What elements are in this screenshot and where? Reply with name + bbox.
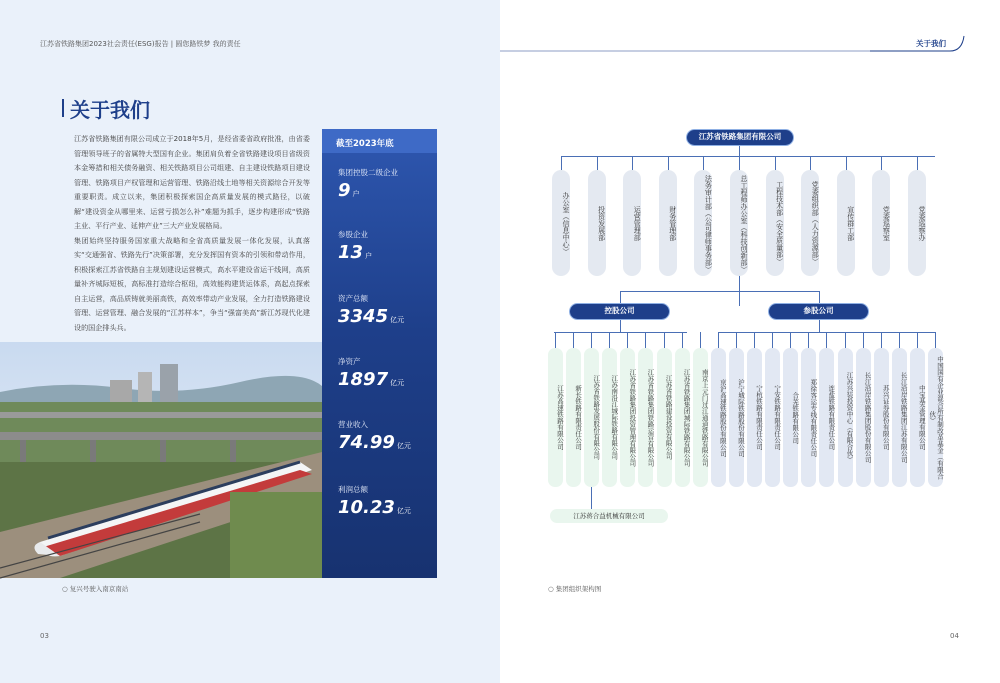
connector	[739, 156, 740, 170]
stat-value-assets	[338, 306, 404, 327]
connector	[591, 487, 592, 509]
connector	[808, 332, 809, 348]
equity-company-node[interactable]: 长江沿岸铁路集团股份有限公司	[856, 348, 871, 487]
stat-value-revenue	[338, 432, 411, 453]
stat-label-equity: 参股企业	[338, 230, 368, 239]
stat-label-profit: 利润总额	[338, 485, 368, 494]
intro-text	[74, 132, 310, 335]
holding-company-node[interactable]: 江苏省铁路集团城际铁路有限公司	[675, 348, 690, 487]
equity-company-node[interactable]: 中宝基金管理有限公司	[910, 348, 925, 487]
page-title: 关于我们	[70, 98, 150, 122]
equity-company-node[interactable]: 苏兴证券股份有限公司	[874, 348, 889, 487]
department-node[interactable]: 宣传群工部	[837, 170, 855, 276]
connector	[664, 332, 665, 348]
connector	[899, 332, 900, 348]
page-number-right: 04	[950, 632, 959, 640]
right-page	[500, 0, 1000, 683]
department-node[interactable]: 法务审计部（公司律师事务部）	[694, 170, 712, 276]
holding-company-node[interactable]: 江苏省铁路建设投资有限公司	[657, 348, 672, 487]
connector	[645, 332, 646, 348]
stat-number: 13	[338, 242, 364, 263]
equity-company-node[interactable]: 江苏兴装投资中心（有限合伙）	[838, 348, 853, 487]
department-node[interactable]: 党委组织部（人力资源部）	[801, 170, 819, 276]
stat-value-equity	[338, 242, 372, 263]
connector	[561, 156, 935, 157]
org-root-node[interactable]: 江苏省铁路集团有限公司	[686, 129, 794, 146]
child-company-node[interactable]: 江苏蒋合益机械有限公司	[550, 509, 668, 523]
equity-companies-node[interactable]: 参股公司	[768, 303, 869, 320]
connector	[668, 156, 669, 170]
department-node[interactable]: 党委巡察办	[908, 170, 926, 276]
stat-number: 1897	[338, 369, 389, 390]
connector	[718, 332, 719, 348]
connector	[620, 291, 621, 303]
intro-paragraph-2: 集团始终坚持服务国家重大战略和全省高质量发展一体化发展，认真落实“交通强省、铁路先行”决策部署，充分发挥国有资本的引领和带动作用，积极探索江苏省铁路自主规划建设运营模式，高水平建设省运干线网，高质量补齐城际短板，高标准打造综合枢纽，高效能构建货运体系，高起点探索自主运营，高品质铸就美丽高铁，高效率带动产业发展，全力打造铁路建设管理、运营管理、融合发展的“江苏样本”，争当“强富美高”新江苏现代化建设的国企排头兵。	[74, 235, 310, 332]
connector	[772, 332, 773, 348]
connector	[555, 332, 556, 348]
holding-companies-node[interactable]: 控股公司	[569, 303, 670, 320]
connector	[620, 291, 819, 292]
holding-company-node[interactable]: 江苏南沿江城际铁路有限公司	[602, 348, 617, 487]
stat-label-holding: 集团控股二级企业	[338, 168, 398, 177]
connector	[826, 332, 827, 348]
connector	[846, 156, 847, 170]
connector	[863, 332, 864, 348]
department-node[interactable]: 党委巡察室	[872, 170, 890, 276]
equity-company-node[interactable]: 郑徐客运专线有限责任公司	[801, 348, 816, 487]
department-node[interactable]: 运营管理部	[623, 170, 641, 276]
stat-number: 3345	[338, 306, 389, 327]
stats-heading: 截至2023年底	[322, 129, 437, 153]
holding-company-node[interactable]: 江苏高速铁路有限公司	[548, 348, 563, 487]
holding-company-node[interactable]: 江苏省铁路集团铁路运营有限公司	[638, 348, 653, 487]
equity-company-node[interactable]: 长江沿岸铁路集团江苏有限公司	[892, 348, 907, 487]
connector	[700, 332, 701, 348]
connector	[819, 291, 820, 303]
equity-company-node[interactable]: 连盐铁路有限责任公司	[819, 348, 834, 487]
connector	[573, 332, 574, 348]
connector	[935, 332, 936, 348]
connector	[754, 332, 755, 348]
org-caption: ○ 集团组织架构图	[548, 585, 602, 593]
holding-company-node[interactable]: 江苏省铁路发展股份有限公司	[584, 348, 599, 487]
stat-number: 9	[338, 180, 351, 201]
stat-number: 10.23	[338, 497, 395, 518]
intro-paragraph-1: 江苏省铁路集团有限公司成立于2018年5月，是经省委省政府批准，由省委管理领导班子的省属特大型国有企业。集团肩负着全省铁路建设项目省级资本金筹措和相关债务融资、相关铁路项目公司组建、自主建设铁路项目建设管理、铁路项目产权管理和运营管理、铁路沿线土地等相关资源综合开发等重要职责。成立以来，集团积极探索国企高质量发展的模式路径，以破解“建设资金从哪里来、运营亏损怎么补”难题为抓手，逐步构建形成“铁路主业、平行产业、延伸产业”三大产业发展格局。	[74, 134, 310, 230]
connector	[682, 332, 683, 348]
stat-label-assets: 资产总额	[338, 294, 368, 303]
department-node[interactable]: 财务管理部	[659, 170, 677, 276]
equity-company-node[interactable]: 宁安铁路有限责任公司	[765, 348, 780, 487]
high-speed-train-photo	[0, 342, 322, 578]
page-number-left: 03	[40, 632, 49, 640]
connector	[881, 156, 882, 170]
connector	[917, 332, 918, 348]
connector	[561, 156, 562, 170]
holding-company-node[interactable]: 新长铁路有限责任公司	[566, 348, 581, 487]
holding-company-node[interactable]: 南京上元门过江通道铁路有限公司	[693, 348, 708, 487]
connector	[597, 156, 598, 170]
equity-company-node[interactable]: 沪宁城际铁路股份有限公司	[729, 348, 744, 487]
department-node[interactable]: 办公室（信息中心）	[552, 170, 570, 276]
connector	[810, 156, 811, 170]
photo-caption: ○ 复兴号驶入南京南站	[62, 585, 129, 593]
stat-number: 74.99	[338, 432, 395, 453]
stat-unit: 亿元	[390, 316, 405, 324]
stat-unit: 户	[365, 252, 373, 260]
connector	[736, 332, 737, 348]
section-tab[interactable]: 关于我们	[916, 39, 946, 48]
department-node[interactable]: 总工程师办公室（科技创新部）	[730, 170, 748, 276]
holding-company-node[interactable]: 江苏省铁路集团投资管理有限公司	[620, 348, 635, 487]
connector	[790, 332, 791, 348]
connector	[609, 332, 610, 348]
connector	[703, 156, 704, 170]
connector	[881, 332, 882, 348]
connector	[845, 332, 846, 348]
report-header: 江苏省铁路集团2023社会责任(ESG)报告 | 圆您路铁梦 我的责任	[40, 40, 241, 48]
equity-company-node[interactable]: 合芜铁路有限公司	[783, 348, 798, 487]
title-accent-bar	[62, 99, 64, 117]
connector	[917, 156, 918, 170]
equity-company-node[interactable]: 京沪高速铁路股份有限公司	[711, 348, 726, 487]
stat-unit: 亿元	[390, 379, 405, 387]
equity-company-node[interactable]: 宁杭铁路有限责任公司	[747, 348, 762, 487]
stat-label-revenue: 营业收入	[338, 420, 368, 429]
stat-unit: 户	[352, 190, 360, 198]
connector	[627, 332, 628, 348]
org-caption-text: 集团组织架构图	[555, 585, 602, 593]
stat-value-net-assets	[338, 369, 404, 390]
stat-value-profit	[338, 497, 411, 518]
department-node[interactable]: 工程技术部（安全质量部）	[766, 170, 784, 276]
connector	[632, 156, 633, 170]
photo-caption-text: 复兴号驶入南京南站	[69, 585, 129, 593]
stat-label-net-assets: 净资产	[338, 357, 361, 366]
stat-value-holding	[338, 180, 360, 201]
stat-unit: 亿元	[396, 507, 411, 515]
department-node[interactable]: 投资发展部	[588, 170, 606, 276]
stat-unit: 亿元	[396, 442, 411, 450]
connector	[591, 332, 592, 348]
connector	[819, 320, 820, 332]
equity-company-node[interactable]: 中国国有企业混合所有制改革基金（有限合伙）	[928, 348, 943, 487]
connector	[620, 320, 621, 332]
connector	[775, 156, 776, 170]
